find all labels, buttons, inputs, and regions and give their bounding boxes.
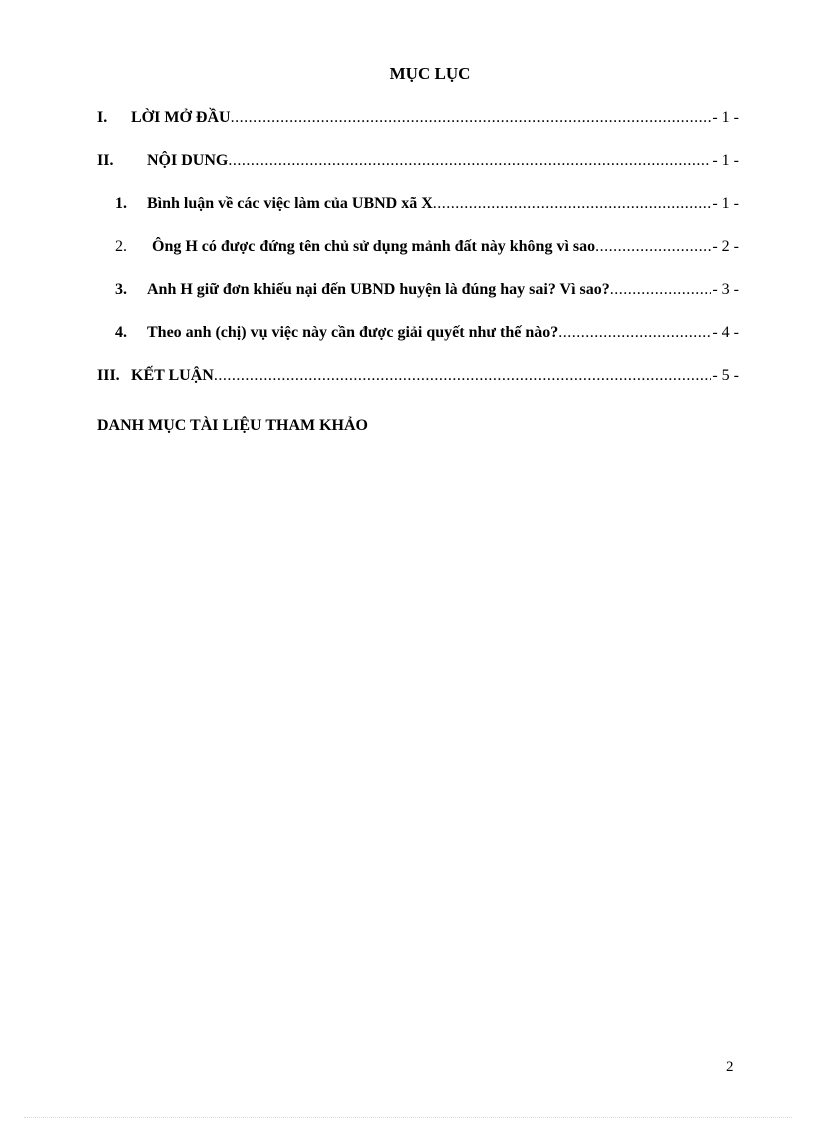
toc-entry-label: Anh H giữ đơn khiếu nại đến UBND huyện là đúng hay sai? Vì sao? [147,281,610,298]
toc-leader-dots [228,152,711,170]
toc-entry-label: LỜI MỞ ĐẦU [131,109,231,126]
toc-entry-label: NỘI DUNG [147,152,229,169]
toc-leader-dots [433,195,712,213]
toc-entry-number: 4. [115,324,127,341]
toc-page-number: - 5 - [712,367,739,384]
toc-page-number: - 1 - [712,195,739,212]
page-number: 2 [726,1059,734,1075]
toc-page-number: - 3 - [712,281,739,298]
toc-entry-number: 3. [115,281,127,298]
toc-entry-sub-2[interactable] [115,238,739,262]
toc-entry-number: III. [97,367,120,384]
toc-entry-label: Ông H có được đứng tên chủ sử dụng mảnh đất này không vì sao [152,238,596,255]
toc-leader-dots [558,324,711,342]
toc-leader-dots [231,109,712,127]
toc-entry-sub-4[interactable] [115,324,739,348]
toc-entry-label: Bình luận về các việc làm của UBND xã X [147,195,433,212]
toc-entry-content[interactable] [97,152,739,176]
toc-page-number: - 1 - [712,152,739,169]
references-heading: DANH MỤC TÀI LIỆU THAM KHẢO [97,417,368,434]
toc-leader-dots [610,281,712,299]
toc-entry-intro[interactable] [97,109,739,133]
toc-page-number: - 4 - [712,324,739,341]
toc-page-number: - 1 - [712,109,739,126]
toc-entry-label: Theo anh (chị) vụ việc này cần được giải quyết như thế nào? [147,324,559,341]
toc-entry-number: 1. [115,195,127,212]
toc-entry-number: I. [97,109,108,126]
toc-page-number: - 2 - [712,238,739,255]
toc-entry-label: KẾT LUẬN [131,367,214,384]
toc-leader-dots [595,238,711,256]
toc-entry-sub-3[interactable] [115,281,739,305]
toc-entry-conclusion[interactable] [97,367,739,391]
toc-entry-number: II. [97,152,114,169]
toc-entry-sub-1[interactable] [115,195,739,219]
page-title: MỤC LỤC [389,64,471,83]
toc-leader-dots [214,367,712,385]
toc-entry-number: 2. [115,238,127,255]
page-bottom-divider [24,1117,792,1118]
